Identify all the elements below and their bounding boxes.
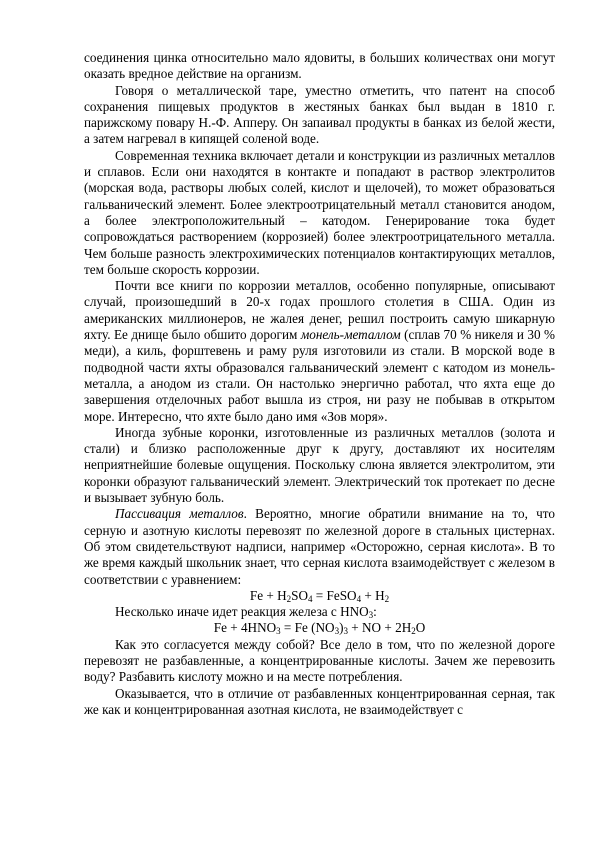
- paragraph-3: Современная техника включает детали и конструкции из различных металлов и сплавов. Если они находятся в контакте и попадают в раствор электролитов (морская вода, растворы любых солей, кислот и щелочей), то может образоваться гальванический элемент. Более электроотрицательный металл становится анодом, а более электроположительный – катодом. Генерирование тока будет сопровождаться растворением (коррозией) более электроотрицательного металла. Чем больше разность электрохимических потенциалов контактирующих металлов, тем больше скорость коррозии.: [84, 147, 555, 277]
- paragraph-2: Говоря о металлической таре, уместно отметить, что патент на способ сохранения пищевых продуктов в жестяных банках был выдан в 1810 г. парижскому повару Н.-Ф. Апперу. Он запаивал продукты в банках из белой жести, а затем нагревал в кипящей соленой воде.: [84, 82, 555, 147]
- equation-nitric: $Fe + 4HNO_3 = Fe$ $(NO_3)_3$ + NO + $2H_2O$: [213, 620, 426, 637]
- paragraph-7: Несколько иначе идет реакция железа с $HNO_3$:: [115, 604, 377, 621]
- equation-sulfuric: $Fe + H_2SO_4$ = FeSO$_4$ + $H_2$: [249, 587, 390, 604]
- document-page: [84, 50, 555, 718]
- paragraph-4-text-b: (сплав 70 % никеля и 30 % меди), а киль, форштевень и раму руля изготовили из стали. В морской воде в подводной части яхты образовался гальванический элемент с катодом из монель-металла, а анодом из стали. Он настолько энергично работал, что яхта еще до завершения отделочных работ вышла из строя, ни разу не побывав в открытом море. Интересно, что яхте было дано имя «Зов моря».: [84, 327, 555, 424]
- paragraph-8: Как это согласуется между собой? Все дело в том, что по железной дороге перевозят не разбавленные, а концентрированные кислоты. Зачем же перевозить воду? Разбавить кислоту можно и на месте потребления.: [84, 636, 555, 685]
- paragraph-6: [84, 506, 555, 587]
- section-lead-term: Пассивация металлов: [115, 506, 244, 522]
- paragraph-4-emphasis: монель-металлом: [300, 327, 401, 343]
- paragraph-6-text: . Вероятно, многие обратили внимание на то, что серную и азотную кислоты перевозят по железной дороге в стальных цистернах. Об этом свидетельствуют надписи, например «Осторожно, серная кислота». В то же время каждый школьник знает, что серная кислота взаимодействует с железом в соответствии с уравнением:: [84, 506, 555, 587]
- paragraph-5: Иногда зубные коронки, изготовленные из различных металлов (золота и стали) и близко расположенные друг к другу, доставляют их носителям неприятнейшие болевые ощущения. Поскольку слюна является электролитом, эти коронки образуют гальванический элемент. Электрический ток протекает по десне и вызывает зубную боль.: [84, 424, 555, 506]
- paragraph-1: соединения цинка относительно мало ядовиты, в больших количествах они могут оказать вредное действие на организм.: [84, 50, 555, 82]
- paragraph-4: [84, 278, 555, 425]
- paragraph-9: Оказывается, что в отличие от разбавленных концентрированная серная, так же как и концентрированная азотная кислота, не взаимодействует с: [84, 685, 555, 717]
- paragraph-4-text-a: Почти все книги по коррозии металлов, особенно популярные, описывают случай, произошедший в 20-х годах прошлого столетия в США. Один из американских миллионеров, не жалея денег, решил построить самую шикарную яхту. Ее днище было обшито дорогим: [84, 278, 555, 343]
